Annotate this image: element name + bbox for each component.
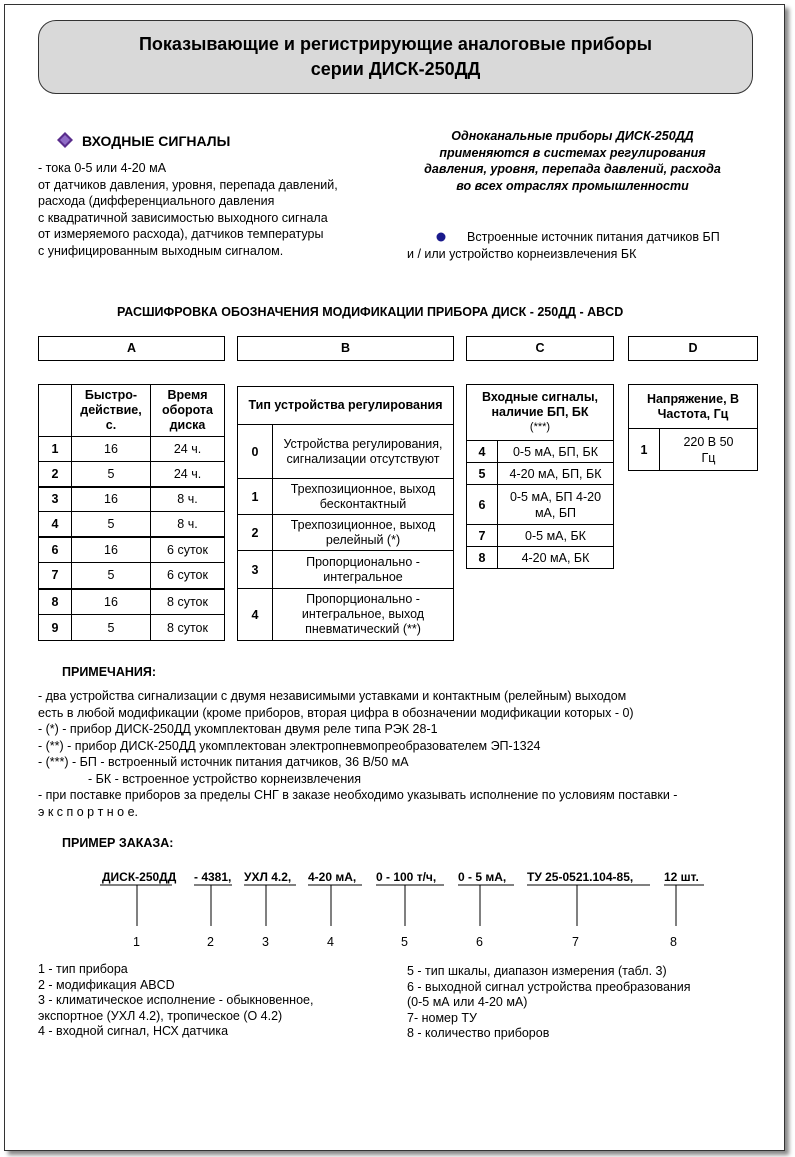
order-connector-lines [0, 880, 795, 930]
usage-line: во всех отраслях промышленности [456, 178, 689, 193]
bullet-icon [436, 232, 446, 242]
order-part-5: 0 - 100 т/ч, [376, 870, 437, 884]
table-row [39, 437, 225, 462]
table-row [467, 547, 614, 569]
legend-line: экспортное (УХЛ 4.2), тропическое (О 4.2) [38, 1008, 283, 1023]
legend-line: 5 - тип шкалы, диапазон измерения (табл. 3) [407, 964, 667, 978]
cell-time: 6 суток [151, 563, 225, 589]
input-heading: ВХОДНЫЕ СИГНАЛЫ [82, 133, 231, 149]
input-description [38, 160, 398, 259]
table-row [629, 429, 758, 471]
bullet-line-2: и / или устройство корнеизвлечения БК [407, 247, 637, 261]
row-number: 2 [39, 462, 72, 487]
legend-left [38, 962, 398, 1040]
table-row [238, 479, 454, 515]
order-part-3: УХЛ 4.2, [244, 870, 292, 884]
table-row [39, 589, 225, 615]
cell-voltage: 220 В 50 Гц [660, 429, 758, 471]
cell-time: 8 суток [151, 589, 225, 615]
table-row [238, 515, 454, 551]
legend-line: 2 - модификация ABCD [38, 977, 175, 992]
cell-time: 8 суток [151, 615, 225, 641]
cell-speed: 16 [72, 437, 151, 462]
usage-line: применяются в системах регулирования [439, 145, 706, 160]
cell-signal: 0-5 мА, БК [498, 525, 614, 547]
cell-type: Трехпозиционное, выход бесконтактный [273, 479, 454, 515]
table-a-col-time: Время оборота диска [151, 385, 225, 437]
title-line-2: серии ДИСК-250ДД [310, 59, 481, 79]
order-number-1: 1 [133, 935, 140, 949]
header-a: A [38, 336, 225, 361]
decode-heading: РАСШИФРОВКА ОБОЗНАЧЕНИЯ МОДИФИКАЦИИ ПРИБОРА ДИСК - 250ДД - ABCD [117, 305, 624, 319]
table-row [39, 615, 225, 641]
title-line-1: Показывающие и регистрирующие аналоговые приборы [138, 34, 653, 54]
note-line: - при поставке приборов за пределы СНГ в заказе необходимо указывать исполнение по условиям поставки - [38, 788, 678, 802]
cell-signal: 0-5 мА, БП, БК [498, 441, 614, 463]
note-line: э к с п о р т н о е. [38, 804, 139, 819]
cell-speed: 5 [72, 462, 151, 487]
legend-line: 4 - входной сигнал, НСХ датчика [38, 1024, 229, 1038]
legend-line: 7- номер ТУ [407, 1010, 477, 1025]
legend-line: 1 - тип прибора [38, 962, 128, 976]
table-b [237, 386, 454, 641]
order-heading: ПРИМЕР ЗАКАЗА: [62, 836, 174, 850]
table-a [38, 384, 225, 641]
cell-time: 6 суток [151, 537, 225, 563]
table-row [39, 512, 225, 537]
input-line: - тока 0-5 или 4-20 мА [38, 161, 167, 175]
cell-speed: 16 [72, 487, 151, 512]
cell-time: 24 ч. [151, 462, 225, 487]
order-number-8: 8 [670, 935, 677, 949]
table-row [467, 485, 614, 525]
note-line: - (*) - прибор ДИСК-250ДД укомплектован двумя реле типа РЭК 28-1 [38, 722, 438, 736]
table-row [467, 463, 614, 485]
table-a-col-speed: Быстро-действие, с. [72, 385, 151, 437]
table-c [466, 384, 614, 569]
cell-speed: 16 [72, 589, 151, 615]
cell-signal: 4-20 мА, БК [498, 547, 614, 569]
table-row [467, 525, 614, 547]
table-row [238, 425, 454, 479]
row-number: 6 [39, 537, 72, 563]
input-line: с квадратичной зависимостью выходного сигнала [38, 210, 328, 225]
cell-speed: 5 [72, 563, 151, 589]
note-line: - (**) - прибор ДИСК-250ДД укомплектован электропневмопреобразователем ЭП-1324 [38, 738, 541, 753]
order-part-4: 4-20 мА, [308, 870, 357, 884]
order-part-8: 12 шт. [664, 870, 699, 884]
title-box [38, 20, 753, 94]
cell-type: Пропорционально - интегральное, выход пневматический (**) [273, 589, 454, 641]
notes-heading: ПРИМЕЧАНИЯ: [62, 665, 157, 679]
table-row [467, 441, 614, 463]
row-number: 0 [238, 425, 273, 479]
order-part-2: - 4381, [194, 870, 232, 884]
note-line: - два устройства сигнализации с двумя независимыми уставками и контактным (релейным) выходом [38, 689, 627, 703]
legend-right [407, 964, 767, 1042]
header-c: C [466, 336, 614, 361]
table-d-header: Напряжение, В Частота, Гц [629, 385, 758, 429]
legend-line: 6 - выходной сигнал устройства преобразования [407, 979, 691, 994]
diamond-icon [57, 132, 73, 148]
legend-line: (0-5 мА или 4-20 мА) [407, 995, 528, 1009]
order-part-6: 0 - 5 мА, [458, 870, 507, 884]
row-number: 1 [629, 429, 660, 471]
input-line: с унифицированным выходным сигналом. [38, 243, 284, 258]
header-b: B [237, 336, 454, 361]
row-number: 4 [238, 589, 273, 641]
table-d [628, 384, 758, 471]
bullet-line-1: Встроенные источник питания датчиков БП [467, 230, 720, 244]
row-number: 3 [39, 487, 72, 512]
order-number-2: 2 [207, 935, 214, 949]
row-number: 7 [467, 525, 498, 547]
table-row [39, 487, 225, 512]
table-c-header-text: Входные сигналы, наличие БП, БК [482, 390, 598, 419]
table-row [39, 563, 225, 589]
cell-type: Устройства регулирования, сигнализации отсутствуют [273, 425, 454, 479]
cell-type: Пропорционально - интегральное [273, 551, 454, 589]
cell-signal: 0-5 мА, БП 4-20 мА, БП [498, 485, 614, 525]
order-part-7: ТУ 25-0521.104-85, [527, 870, 634, 884]
note-line: - БК - встроенное устройство корнеизвлечения [88, 771, 361, 786]
cell-type: Трехпозиционное, выход релейный (*) [273, 515, 454, 551]
legend-line: 8 - количество приборов [407, 1026, 550, 1040]
row-number: 5 [467, 463, 498, 485]
cell-time: 8 ч. [151, 512, 225, 537]
row-number: 4 [39, 512, 72, 537]
table-c-header-note: (***) [529, 421, 551, 433]
usage-line: давления, уровня, перепада давлений, расхода [424, 162, 721, 176]
table-row [39, 462, 225, 487]
note-line: - (***) - БП - встроенный источник питания датчиков, 36 В/50 мА [38, 755, 409, 769]
input-line: расхода (дифференциального давления [38, 194, 275, 208]
order-number-6: 6 [476, 935, 483, 949]
cell-speed: 5 [72, 615, 151, 641]
row-number: 8 [467, 547, 498, 569]
row-number: 9 [39, 615, 72, 641]
row-number: 1 [238, 479, 273, 515]
order-number-4: 4 [327, 935, 334, 949]
row-number: 7 [39, 563, 72, 589]
order-number-7: 7 [572, 935, 579, 949]
usage-text [385, 128, 760, 194]
table-c-header [467, 385, 614, 441]
cell-time: 24 ч. [151, 437, 225, 462]
row-number: 2 [238, 515, 273, 551]
input-line: от датчиков давления, уровня, перепада давлений, [38, 177, 338, 192]
order-number-5: 5 [401, 935, 408, 949]
note-line: есть в любой модификации (кроме приборов, вторая цифра в обозначении модификации которых - 0) [38, 705, 634, 720]
header-d: D [628, 336, 758, 361]
table-row [238, 589, 454, 641]
table-row [238, 551, 454, 589]
row-number: 1 [39, 437, 72, 462]
input-line: от измеряемого расхода), датчиков температуры [38, 227, 324, 241]
notes-block [38, 688, 778, 820]
table-b-header: Тип устройства регулирования [238, 387, 454, 425]
order-number-3: 3 [262, 935, 269, 949]
cell-time: 8 ч. [151, 487, 225, 512]
cell-speed: 16 [72, 537, 151, 563]
cell-speed: 5 [72, 512, 151, 537]
row-number: 6 [467, 485, 498, 525]
cell-signal: 4-20 мА, БП, БК [498, 463, 614, 485]
table-row [39, 537, 225, 563]
table-a-corner [39, 385, 72, 437]
row-number: 3 [238, 551, 273, 589]
row-number: 8 [39, 589, 72, 615]
row-number: 4 [467, 441, 498, 463]
legend-line: 3 - климатическое исполнение - обыкновенное, [38, 993, 314, 1007]
usage-line: Одноканальные приборы ДИСК-250ДД [451, 129, 694, 143]
order-part-1: ДИСК-250ДД [102, 870, 177, 884]
